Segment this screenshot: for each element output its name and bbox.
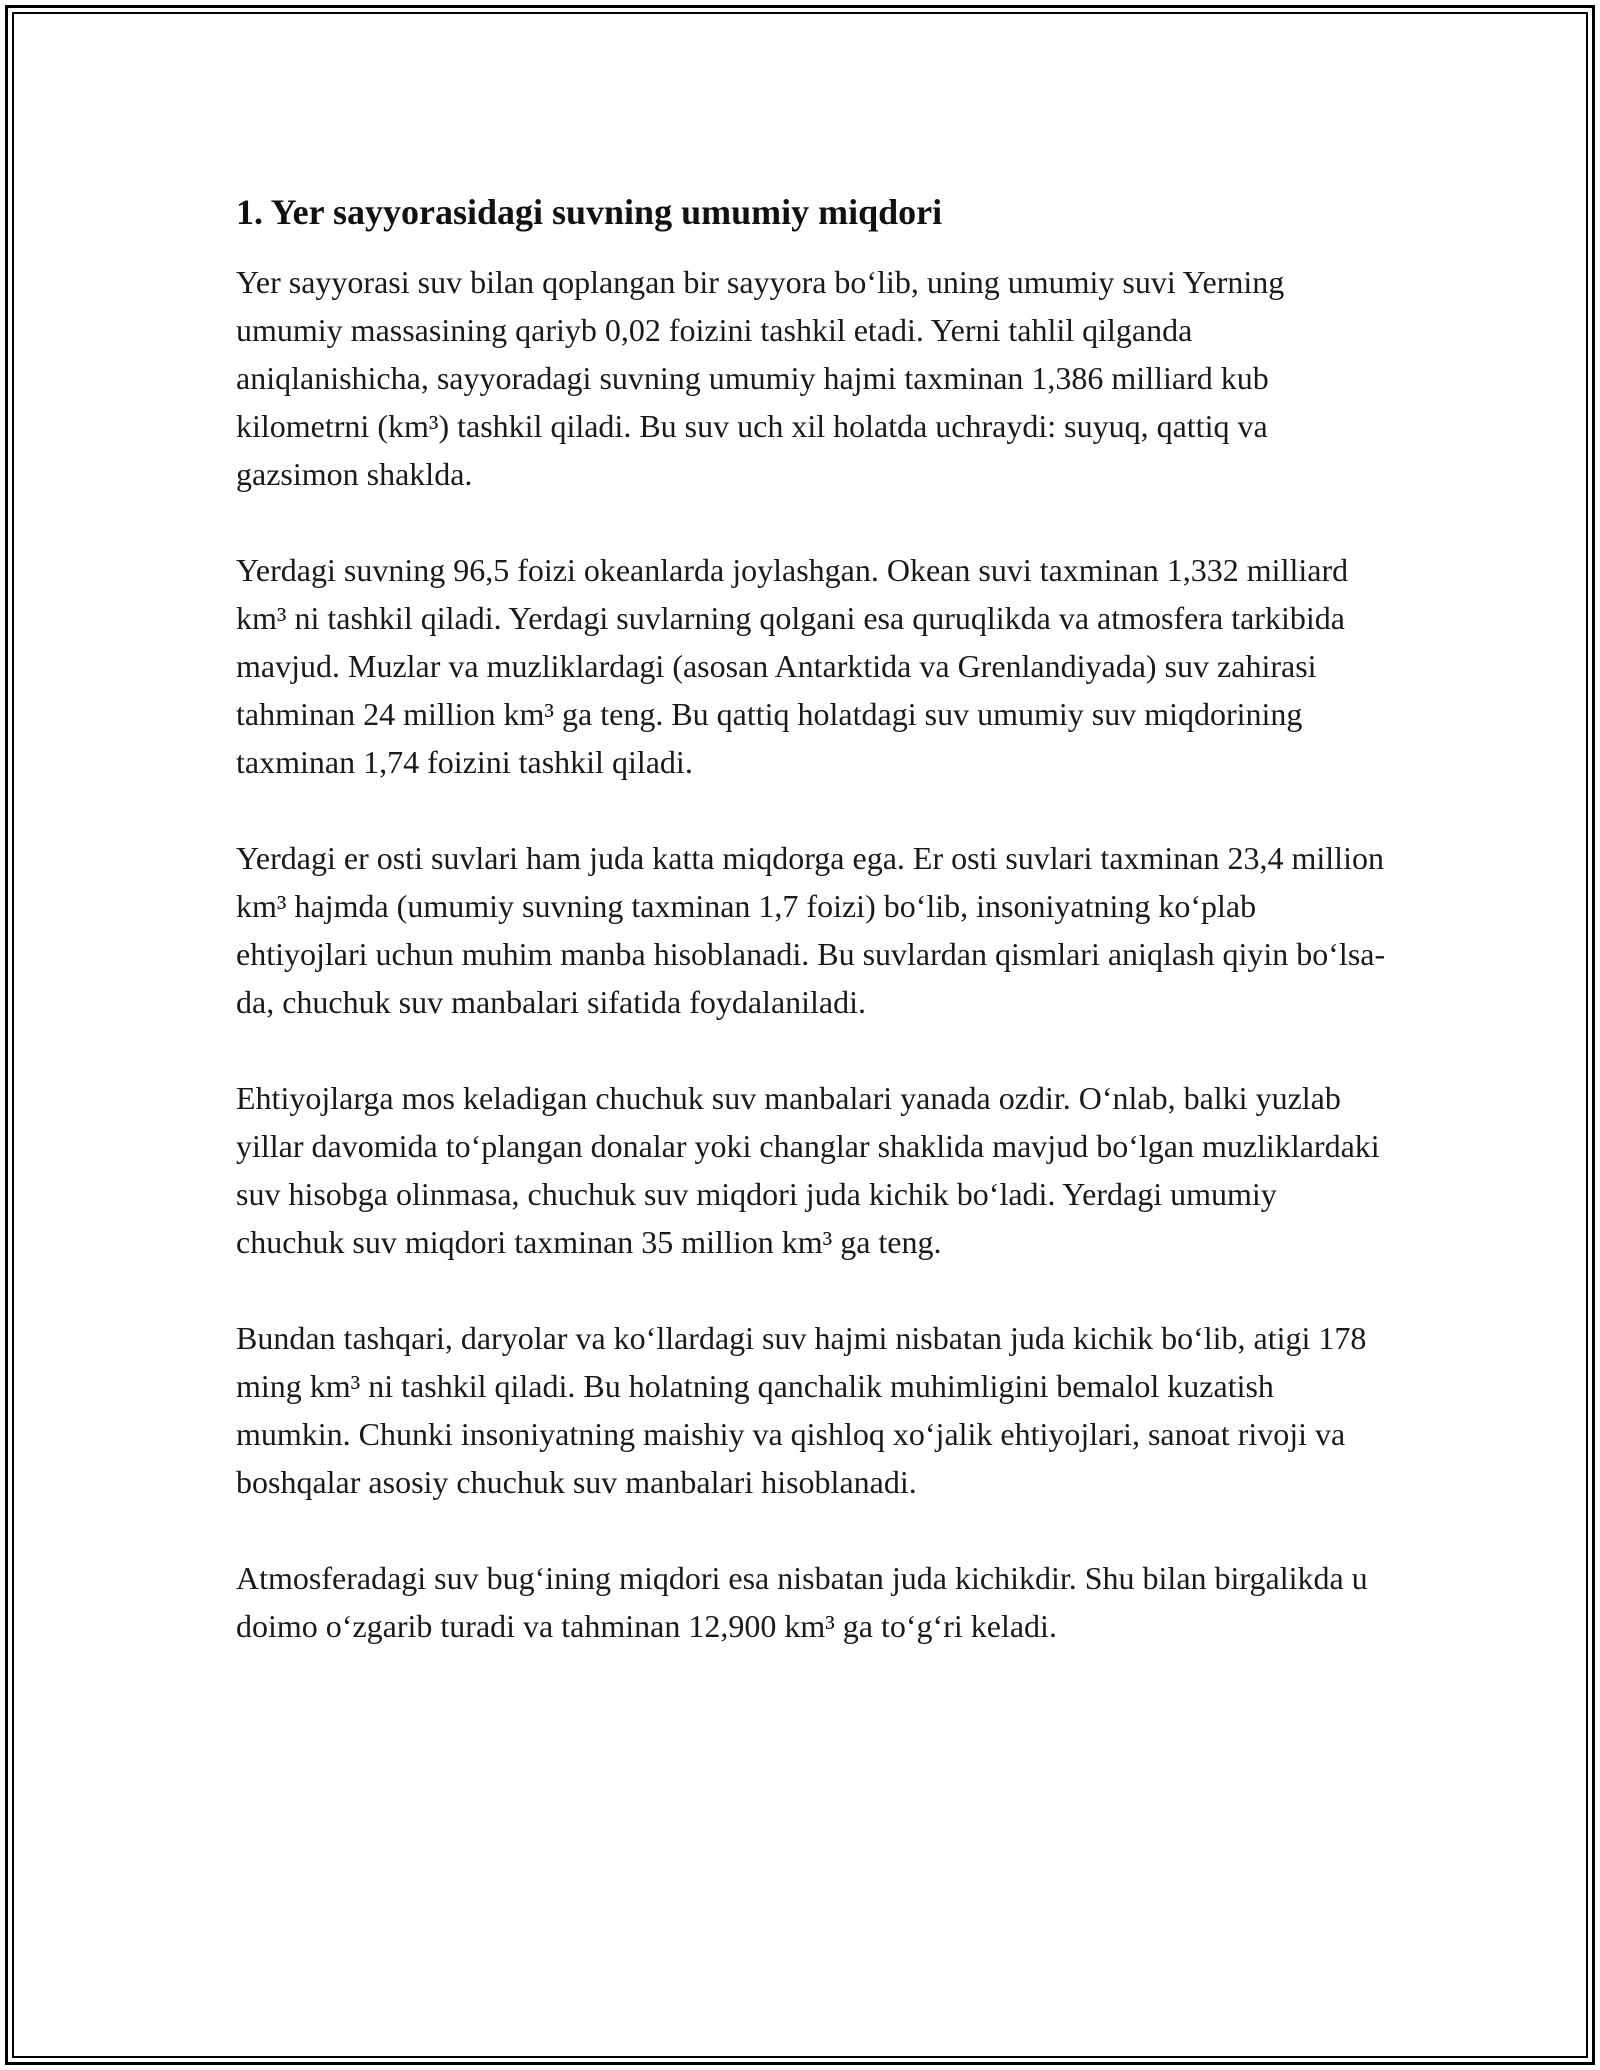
paragraph-oceans-ice: Yerdagi suvning 96,5 foizi okeanlarda joylashgan. Okean suvi taxminan 1,332 milliard km³ ni tashkil qiladi. Yerdagi suvlarning qolgani esa quruqlikda va atmosfera tarkibida mavjud. Muzlar va muzliklardagi (asosan Antarktida va Grenlandiyada) suv zahirasi tahminan 24 million km³ ga teng. Bu qattiq holatdagi suv umumiy suv miqdorining taxminan 1,74 foizini tashkil qiladi. <box>236 552 1349 780</box>
document-title: 1. Yer sayyorasidagi suvning umumiy miqdori <box>236 192 943 232</box>
paragraph-rivers-lakes: Bundan tashqari, daryolar va ko‘llardagi suv hajmi nisbatan juda kichik bo‘lib, atigi 178 ming km³ ni tashkil qiladi. Bu holatning qanchalik muhimligini bemalol kuzatish mumkin. Chunki insoniyatning maishiy va qishloq xo‘jalik ehtiyojlari, sanoat rivoji va boshqalar asosiy chuchuk suv manbalari hisoblanadi. <box>236 1320 1367 1500</box>
paragraph-atmosphere: Atmosferadagi suv bug‘ining miqdori esa nisbatan juda kichikdir. Shu bilan birgalikda u doimo o‘zgarib turadi va tahminan 12,900 km³ ga to‘g‘ri keladi. <box>236 1560 1368 1644</box>
paragraph-total-water: Yer sayyorasi suv bilan qoplangan bir sayyora bo‘lib, uning umumiy suvi Yerning umumiy massasining qariyb 0,02 foizini tashkil etadi. Yerni tahlil qilganda aniqlanishicha, sayyoradagi suvning umumiy hajmi taxminan 1,386 milliard kub kilometrni (km³) tashkil qiladi. Bu suv uch xil holatda uchraydi: suyuq, qattiq va gazsimon shaklda. <box>236 264 1285 492</box>
document-body <box>236 188 1386 1650</box>
paragraph-fresh-water: Ehtiyojlarga mos keladigan chuchuk suv manbalari yanada ozdir. O‘nlab, balki yuzlab yillar davomida to‘plangan donalar yoki changlar shaklida mavjud bo‘lgan muzliklardaki suv hisobga olinmasa, chuchuk suv miqdori juda kichik bo‘ladi. Yerdagi umumiy chuchuk suv miqdori taxminan 35 million km³ ga teng. <box>236 1080 1380 1260</box>
paragraph-groundwater: Yerdagi er osti suvlari ham juda katta miqdorga ega. Er osti suvlari taxminan 23,4 million km³ hajmda (umumiy suvning taxminan 1,7 foizi) bo‘lib, insoniyatning ko‘plab ehtiyojlari uchun muhim manba hisoblanadi. Bu suvlardan qismlari aniqlash qiyin bo‘lsa-da, chuchuk suv manbalari sifatida foydalaniladi. <box>236 840 1386 1020</box>
